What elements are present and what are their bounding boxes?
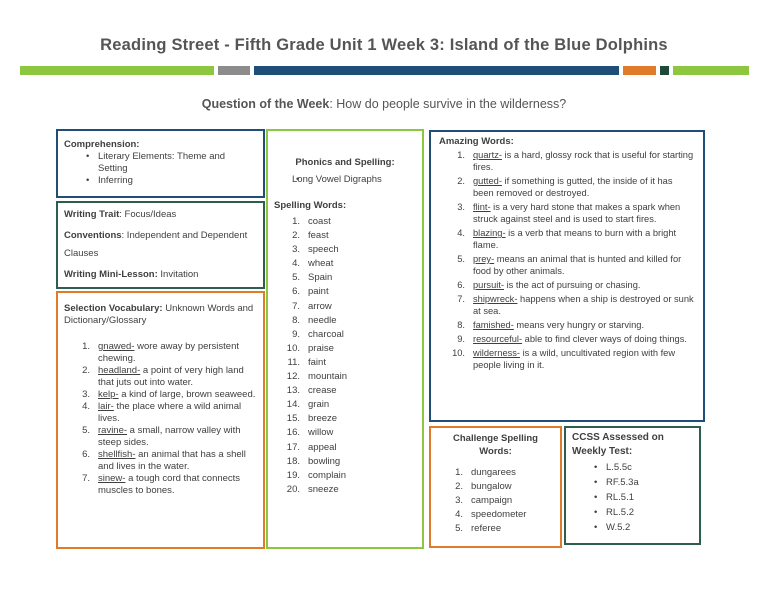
amazing-words-box — [429, 130, 705, 422]
list-item: 7. shipwreck- happens when a ship is destroyed or sunk at sea. — [457, 294, 694, 316]
writing-mini-lesson — [64, 269, 257, 281]
list-item: 4. blazing- is a verb that means to burn with a bright flame. — [457, 228, 677, 250]
conventions — [64, 227, 257, 263]
list-item: 14. grain — [286, 399, 330, 411]
ccss-list — [572, 460, 693, 535]
list-item: 1. quartz- is a hard, glossy rock that is useful for starting fires. — [457, 150, 694, 172]
mini-lesson-value: Invitation — [157, 269, 199, 280]
phonics-spelling-box — [266, 129, 424, 549]
question-text: : How do people survive in the wilderness? — [329, 97, 567, 111]
list-item: • Literary Elements: Theme and Setting — [64, 151, 257, 175]
ccss-heading: CCSS Assessed on Weekly Test: — [572, 432, 664, 457]
list-item: 11. faint — [287, 356, 326, 368]
mini-lesson-label: Writing Mini-Lesson: — [64, 269, 158, 280]
list-item: 9. resourceful- able to find clever ways of doing things. — [457, 334, 687, 344]
challenge-spelling-box — [429, 426, 562, 548]
comprehension-heading: Comprehension: — [64, 139, 140, 150]
list-item: 7. sinew- a tough cord that connects muscles to bones. — [82, 473, 241, 496]
list-item: 6. paint — [292, 286, 329, 298]
header-bar-gray — [218, 66, 250, 75]
list-item: 5. ravine- a small, narrow valley with steep sides. — [82, 425, 241, 448]
list-item: 9. charcoal — [292, 328, 344, 340]
selection-vocabulary-box — [56, 291, 265, 549]
list-item: 3. kelp- a kind of large, brown seaweed. — [82, 389, 256, 400]
list-item: 18. bowling — [286, 455, 341, 467]
list-item: 4. lair- the place where a wild animal lives. — [82, 401, 242, 424]
question-of-the-week — [0, 97, 768, 111]
list-item: • RL.5.2 — [572, 505, 693, 520]
list-item: 3. flint- is a very hard stone that makes a spark when struck against steel and is used to start fires. — [457, 202, 681, 224]
list-item: 6. shellfish- an animal that has a shell and lives in the water. — [82, 449, 246, 472]
phonics-list — [274, 174, 416, 186]
list-item: 20. sneeze — [286, 483, 339, 495]
vocabulary-heading — [64, 303, 257, 327]
list-item: 7. arrow — [292, 300, 332, 312]
list-item: 19. complain — [286, 469, 347, 481]
amazing-words-heading: Amazing Words: — [439, 136, 514, 147]
conventions-value: : Independent and Dependent Clauses — [64, 230, 248, 259]
list-item: 8. famished- means very hungry or starving. — [457, 320, 645, 330]
header-bar-green — [20, 66, 214, 75]
vocabulary-heading-label: Selection Vocabulary: — [64, 303, 163, 314]
spelling-words-heading: Spelling Words: — [274, 200, 347, 211]
list-item: 5. prey- means an animal that is hunted and killed for food by other animals. — [457, 254, 682, 276]
list-item: 2. feast — [292, 230, 329, 242]
header-bar-orange — [623, 66, 656, 75]
list-item: 16. willow — [286, 427, 334, 439]
list-item: 5. Spain — [292, 272, 333, 284]
list-item: • RL.5.1 — [572, 490, 693, 505]
challenge-words-list — [437, 466, 554, 536]
list-item: 4. wheat — [292, 258, 334, 270]
list-item: 10. praise — [286, 342, 334, 354]
list-item: 3. speech — [292, 244, 339, 256]
writing-box — [56, 201, 265, 289]
list-item: 2. bungalow — [455, 481, 512, 492]
page-title: Reading Street - Fifth Grade Unit 1 Week 3: Island of the Blue Dolphins — [100, 36, 668, 54]
challenge-heading: Challenge Spelling Words: — [453, 433, 538, 457]
list-item: • L.5.5c — [572, 460, 693, 475]
writing-trait-value: : Focus/Ideas — [119, 209, 177, 220]
list-item: 2. headland- a point of very high land that juts out into water. — [82, 365, 244, 388]
writing-trait-label: Writing Trait — [64, 209, 120, 220]
ccss-box — [564, 426, 701, 545]
vocabulary-subheading: Unknown Words and Dictionary/Glossary — [64, 303, 254, 326]
header-bar-dark-green — [660, 66, 669, 75]
list-item: 5. referee — [455, 523, 502, 534]
list-item: 15. breeze — [286, 413, 338, 425]
list-item: 2. gutted- if something is gutted, the inside of it has been removed or destroyed. — [457, 176, 673, 198]
header-bar-green-right — [673, 66, 749, 75]
conventions-label: Conventions — [64, 230, 122, 241]
list-item: 1. dungarees — [455, 467, 516, 478]
list-item: • RF.5.3a — [572, 475, 693, 490]
comprehension-list — [64, 151, 257, 187]
header-bar-navy — [254, 66, 619, 75]
list-item: 3. campaign — [455, 495, 513, 506]
comprehension-box — [56, 129, 265, 198]
list-item: 12. mountain — [286, 371, 348, 383]
amazing-words-list — [439, 149, 695, 371]
list-item: 1. gnawed- wore away by persistent chewing. — [82, 341, 239, 364]
vocabulary-list — [64, 341, 257, 497]
list-item: 13. crease — [286, 385, 337, 397]
question-label: Question of the Week — [201, 97, 330, 111]
list-item: • Long Vowel Digraphs — [274, 174, 416, 186]
writing-trait — [64, 209, 257, 221]
list-item: 10. wilderness- is a wild, uncultivated region with few people living in it. — [452, 348, 676, 370]
list-item: • Inferring — [64, 175, 257, 187]
list-item: 6. pursuit- is the act of pursuing or chasing. — [457, 280, 641, 290]
list-item: 4. speedometer — [455, 509, 527, 520]
spelling-words-list — [274, 215, 416, 497]
list-item: 8. needle — [292, 314, 337, 326]
phonics-heading: Phonics and Spelling: — [295, 157, 395, 168]
list-item: 17. appeal — [286, 441, 337, 453]
list-item: • W.5.2 — [572, 520, 693, 535]
list-item: 1. coast — [292, 216, 331, 227]
